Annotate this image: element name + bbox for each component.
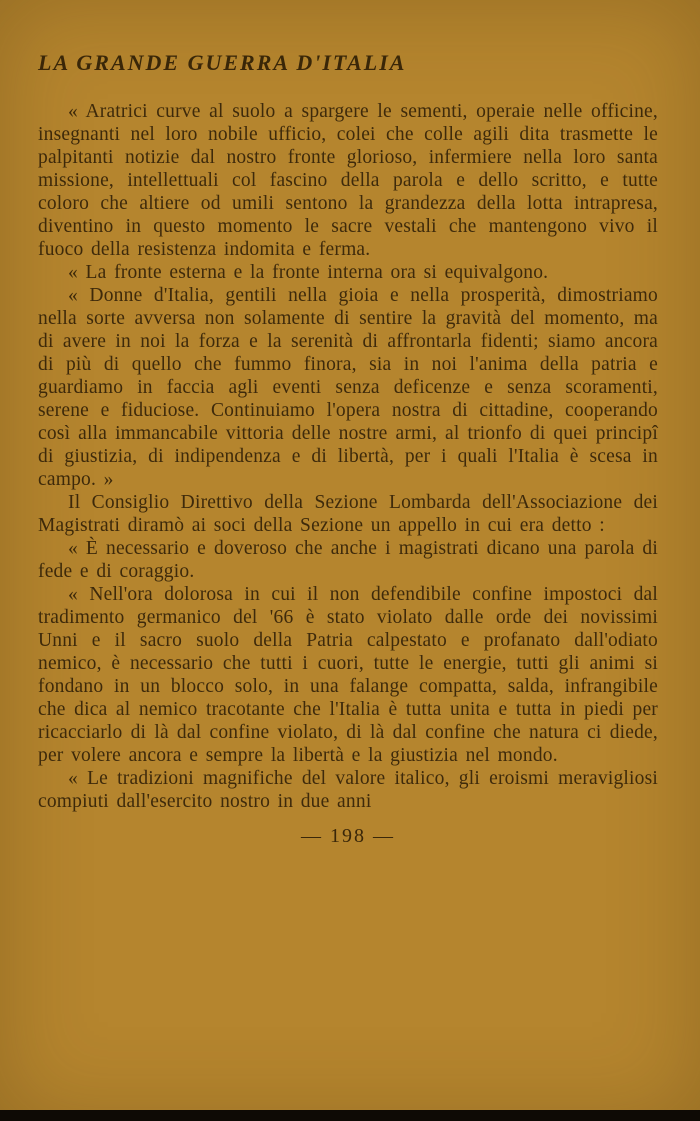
paragraph: « Aratrici curve al suolo a spargere le sementi, operaie nelle officine, insegnanti nel loro nobile ufficio, colei che colle agili dita trasmette le palpitanti notizie dal nostro fronte glorioso, infermiere nella loro santa missione, intellettuali col fascino della parola e dello scritto, e tutte coloro che altiere od umili sentono la grandezza della lotta intrapresa, diventino in questo momento le sacre vestali che mantengono vivo il fuoco della resistenza indomita e ferma.	[38, 101, 658, 260]
paragraph: Il Consiglio Direttivo della Sezione Lombarda dell'Associazione dei Magistrati diramò ai soci della Sezione un appello in cui era detto :	[38, 492, 658, 536]
paragraph: « Nell'ora dolorosa in cui il non defendibile confine impostoci dal tradimento germanico del '66 è stato violato dalle orde dei novissimi Unni e il sacro suolo della Patria calpestato e profanato dall'odiato nemico, è necessario che tutti i cuori, tutte le energie, tutti gli animi si fondano in un blocco solo, in una falange compatta, salda, infrangibile che dica al nemico tracotante che l'Italia è tutta unita e tutta in piedi per ricacciarlo di là dal confine violato, di là dal confine che natura ci diede, per volere ancora e sempre la libertà e la giustizia nel mondo.	[38, 584, 658, 766]
paragraph: « Donne d'Italia, gentili nella gioia e nella prosperità, dimostriamo nella sorte avversa non solamente di sentire la gravità del momento, ma di avere in noi la forza e la serenità di affrontarla fidenti; siamo ancora di più di quello che fummo finora, sia in noi l'anima della patria e guardiamo in faccia agli eventi senza deficenze e senza scoramenti, serene e fiduciose. Continuiamo l'opera nostra di cittadine, cooperando così alla immancabile vittoria delle nostre armi, al trionfo di quei principî di giustizia, di indipendenza e di libertà, per i quali l'Italia è scesa in campo. »	[38, 285, 658, 490]
paragraph: « La fronte esterna e la fronte interna ora si equivalgono.	[68, 262, 549, 283]
scan-bottom-edge	[0, 1110, 700, 1121]
body-text	[38, 100, 658, 813]
paragraph: « Le tradizioni magnifiche del valore italico, gli eroismi meravigliosi compiuti dall'esercito nostro in due anni	[38, 768, 658, 812]
paragraph: « È necessario e doveroso che anche i magistrati dicano una parola di fede e di coraggio.	[38, 538, 658, 582]
page-header-title: LA GRANDE GUERRA D'ITALIA	[38, 50, 407, 75]
page-number: — 198 —	[301, 825, 395, 847]
